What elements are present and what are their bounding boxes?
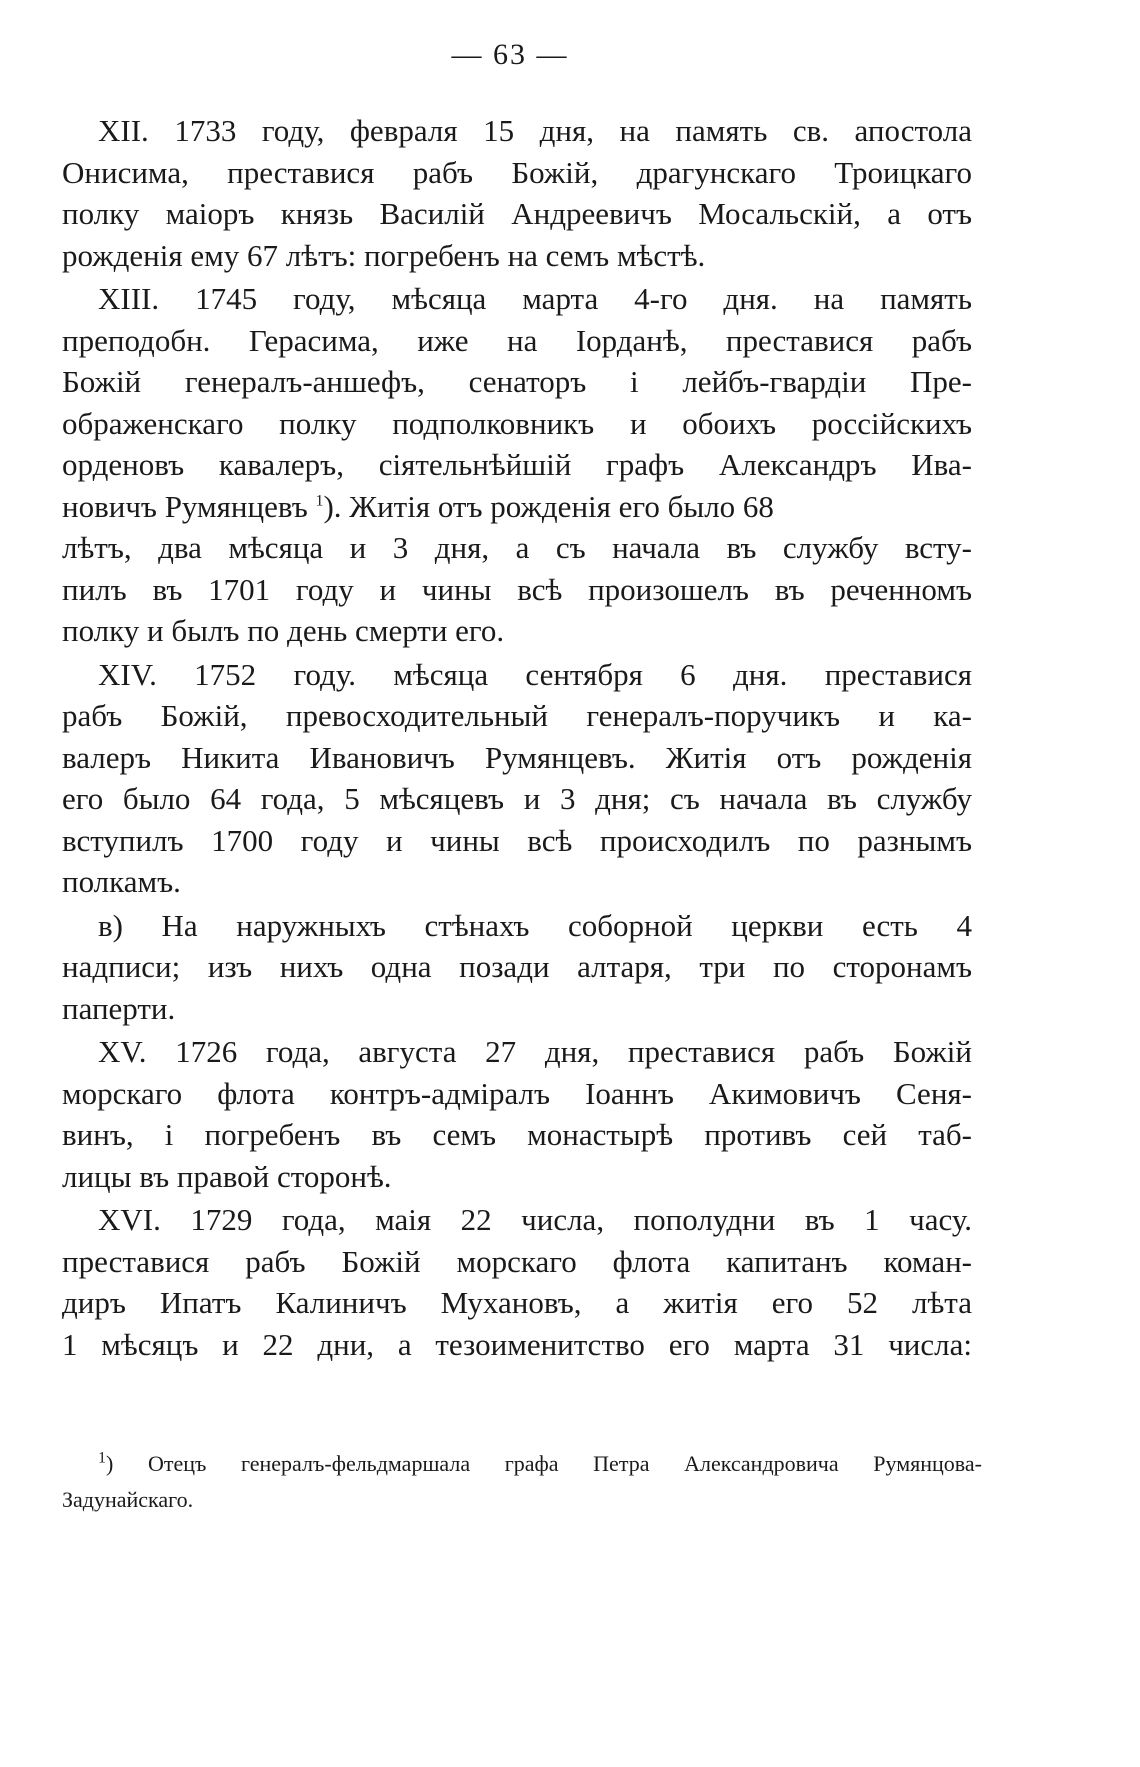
paragraph-xvi bbox=[62, 1199, 972, 1365]
text-line: полкамъ. bbox=[62, 864, 181, 899]
main-text bbox=[62, 110, 972, 1365]
text-line: его было 64 года, 5 мѣсяцевъ и 3 дня; съ начала въ службу bbox=[62, 781, 972, 816]
footnote-marker: 1 bbox=[315, 492, 324, 510]
footnote-line bbox=[62, 1446, 982, 1482]
text-line: орденовъ кавалеръ, сіятельнѣйшій графъ Александръ Ива- bbox=[62, 447, 972, 482]
paragraph-xiii bbox=[62, 278, 972, 652]
footnote bbox=[62, 1446, 982, 1518]
text-line: XV. 1726 года, августа 27 дня, преставися рабъ Божій bbox=[98, 1034, 972, 1069]
text-line: полку и былъ по день смерти его. bbox=[62, 613, 505, 648]
text-line: XIII. 1745 году, мѣсяца марта 4-го дня. на память bbox=[98, 281, 972, 316]
text-line: преподобн. Герасима, иже на Іорданѣ, преставися рабъ bbox=[62, 322, 972, 358]
text-line: вступилъ 1700 году и чины всѣ происходилъ по разнымъ bbox=[62, 822, 972, 858]
text-line: Божій генералъ-аншефъ, сенаторъ і лейбъ-гвардіи Пре- bbox=[62, 364, 972, 399]
text-line: XIV. 1752 году. мѣсяца сентября 6 дня. преставися bbox=[98, 656, 972, 692]
text-line: рожденія ему 67 лѣтъ: погребенъ на семъ мѣстѣ. bbox=[62, 237, 706, 273]
paragraph-xiv bbox=[62, 654, 972, 903]
paragraph-v bbox=[62, 905, 972, 1030]
footnote-line: Задунайскаго. bbox=[62, 1487, 194, 1512]
text-fragment: новичъ Румянцевъ bbox=[62, 488, 308, 524]
footnote-marker: 1 bbox=[98, 1449, 106, 1467]
text-line: ображенскаго полку подполковникъ и обоихъ россійскихъ bbox=[62, 405, 972, 441]
text-line: диръ Ипатъ Калиничъ Мухановъ, а житія его 52 лѣта bbox=[62, 1285, 972, 1320]
text-line: XII. 1733 году, февраля 15 дня, на память св. апостола bbox=[98, 113, 972, 148]
text-line: полку маіоръ князь Василій Андреевичъ Мосальскій, а отъ bbox=[62, 196, 972, 231]
text-line: лѣтъ, два мѣсяца и 3 дня, а съ начала въ службу всту- bbox=[62, 530, 972, 565]
text-line: 1 мѣсяцъ и 22 дни, а тезоименитство его марта 31 числа: bbox=[62, 1326, 972, 1362]
footnote-text: ) Отецъ генералъ-фельдмаршала графа Петра Александровича Румянцова- bbox=[106, 1451, 982, 1476]
text-line: винъ, і погребенъ въ семъ монастырѣ противъ сей таб- bbox=[62, 1117, 972, 1152]
text-line: пилъ въ 1701 году и чины всѣ произошелъ въ реченномъ bbox=[62, 571, 972, 607]
text-line: лицы въ правой сторонѣ. bbox=[62, 1158, 392, 1194]
text-line: преставися рабъ Божій морскаго флота капитанъ коман- bbox=[62, 1243, 972, 1279]
text-line: надписи; изъ нихъ одна позади алтаря, три по сторонамъ bbox=[62, 949, 972, 984]
text-line: паперти. bbox=[62, 990, 176, 1026]
text-line: в) На наружныхъ стѣнахъ соборной церкви есть 4 bbox=[98, 907, 972, 943]
text-line-with-footnote bbox=[62, 486, 972, 528]
text-line: валеръ Никита Ивановичъ Румянцевъ. Житія отъ рожденія bbox=[62, 739, 972, 775]
text-line: XVI. 1729 года, маія 22 числа, пополудни въ 1 часу. bbox=[98, 1202, 972, 1237]
text-line: рабъ Божій, превосходительный генералъ-поручикъ и ка- bbox=[62, 698, 972, 733]
text-line: Онисима, преставися рабъ Божій, драгунскаго Троицкаго bbox=[62, 154, 972, 190]
paragraph-xii bbox=[62, 110, 972, 276]
text-line: морскаго флота контръ-адміралъ Іоаннъ Акимовичъ Сеня- bbox=[62, 1075, 972, 1111]
page-number: — 63 — bbox=[451, 38, 569, 71]
text-fragment: ). Житія отъ рожденія его было 68 bbox=[323, 488, 774, 524]
paragraph-xv bbox=[62, 1031, 972, 1197]
